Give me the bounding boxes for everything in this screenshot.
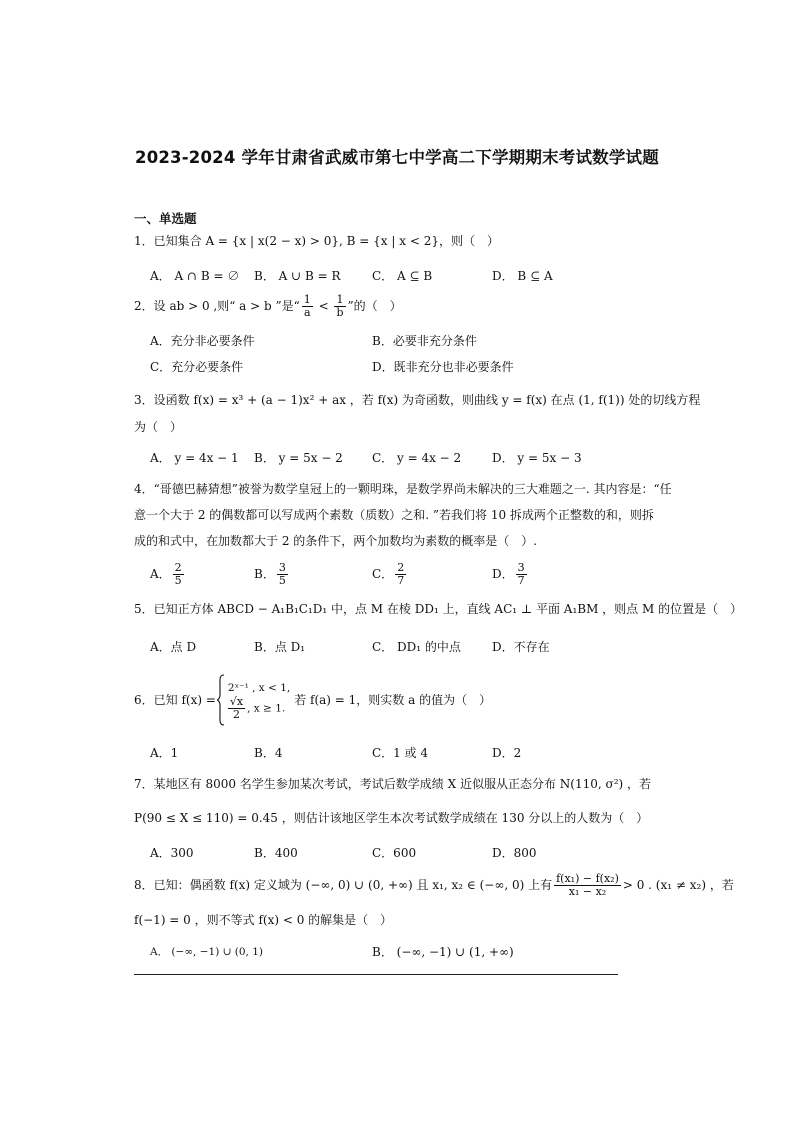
question-3-stem-line1: 3．设函数 f(x) = x³ + (a − 1)x² + ax ，若 f(x) 为奇函数，则曲线 y = f(x) 在点 (1, f(1)) 处的切线方程: [134, 393, 701, 407]
q3-option-d: D． y = 5x − 3: [492, 451, 582, 465]
q6-case-1: 2ˣ⁻¹ , x < 1,: [227, 681, 291, 694]
q2-option-c: C．充分必要条件: [150, 360, 244, 374]
question-2-stem: [134, 294, 402, 319]
q6-option-c: C．1 或 4: [372, 746, 429, 760]
q8-line1-start: 8．已知：偶函数 f(x) 定义域为 (−∞, 0) ∪ (0, +∞) 且 x₁, x₂ ∈ (−∞, 0) 上有: [134, 878, 553, 892]
q2-option-b: B．必要非充分条件: [372, 334, 477, 348]
q1-option-a: A． A ∩ B = ∅: [150, 269, 240, 283]
q5-option-d: D．不存在: [492, 640, 550, 654]
question-4-line1: 4．“哥德巴赫猜想”被誉为数学皇冠上的一颗明珠，是数学界尚未解决的三大难题之一. 其内容是：“任: [134, 482, 672, 496]
question-7-line2: P(90 ≤ X ≤ 110) = 0.45 ，则估计该地区学生本次考试数学成绩在 130 分以上的人数为（ ）: [134, 811, 649, 825]
q1-option-d: D． B ⊆ A: [492, 269, 553, 283]
question-7-line1: 7．某地区有 8000 名学生参加某次考试，考试后数学成绩 X 近似服从正态分布 N(110, σ²) ，若: [134, 777, 652, 791]
question-8-line1: [134, 870, 734, 900]
footer-rule: [134, 974, 618, 975]
question-1-stem: 1．已知集合 A = {x | x(2 − x) > 0}, B = {x | x < 2}，则（ ）: [134, 234, 499, 248]
q2-fraction-1-over-a: $\frac{1}{a}$: [303, 293, 311, 319]
q8-difference-quotient: $\frac{\text{f(x₁) − f(x₂)}}{\text{x₁ − x₂}}$: [556, 871, 619, 898]
q7-option-c: C．600: [372, 846, 417, 860]
question-8-line2: f(−1) = 0 ，则不等式 f(x) < 0 的解集是（ ）: [134, 913, 393, 927]
q6-cases: [228, 680, 290, 721]
q4-option-a: A． $\frac{2}{5}$: [150, 561, 182, 587]
q4-option-d: D． $\frac{3}{7}$: [492, 561, 525, 587]
q8-option-a: A． (−∞, −1) ∪ (0, 1): [150, 946, 264, 958]
q8-line1-end: > 0 . (x₁ ≠ x₂) ，若: [622, 878, 734, 892]
q5-option-a: A．点 D: [150, 640, 197, 654]
q7-option-d: D．800: [492, 846, 537, 860]
q2-stem-start: 2．设 ab > 0 ,则“ a > b ”是“: [134, 299, 300, 313]
q7-option-b: B．400: [254, 846, 298, 860]
q2-option-d: D．既非充分也非必要条件: [372, 360, 514, 374]
q3-option-c: C． y = 4x − 2: [372, 451, 462, 465]
q2-stem-end: ”的（ ）: [347, 299, 402, 313]
left-brace-icon: [216, 674, 225, 726]
q6-tail: 若 f(a) = 1，则实数 a 的值为（ ）: [294, 693, 492, 707]
q1-option-b: B． A ∪ B = R: [254, 269, 341, 283]
question-4-line3: 成的和式中，在加数都大于 2 的条件下，两个加数均为素数的概率是（ ）.: [134, 534, 538, 548]
q6-lead: 6．已知 f(x) =: [134, 693, 216, 707]
page-title: 2023-2024 学年甘肃省武威市第七中学高二下学期期末考试数学试题: [135, 148, 659, 167]
q2-less-than: <: [314, 299, 333, 313]
q5-option-c: C． DD₁ 的中点: [372, 640, 461, 654]
question-3-stem-line2: 为（ ）: [134, 420, 183, 434]
q6-option-d: D．2: [492, 746, 522, 760]
q2-fraction-1-over-b: $\frac{1}{b}$: [336, 293, 344, 319]
q7-option-a: A．300: [150, 846, 194, 860]
q5-option-b: B．点 D₁: [254, 640, 306, 654]
q1-option-c: C． A ⊆ B: [372, 269, 433, 283]
q6-option-b: B．4: [254, 746, 283, 760]
q6-option-a: A．1: [150, 746, 179, 760]
q3-option-a: A． y = 4x − 1: [150, 451, 239, 465]
question-6-stem: [134, 672, 491, 728]
q4-option-c: C． $\frac{2}{7}$: [372, 561, 405, 587]
section-heading: 一、单选题: [134, 211, 197, 226]
q6-case-2: $\frac{√x}{2}$ , x ≥ 1.: [229, 694, 286, 721]
question-5-stem: 5．已知正方体 ABCD − A₁B₁C₁D₁ 中，点 M 在棱 DD₁ 上，直线 AC₁ ⊥ 平面 A₁BM ，则点 M 的位置是（ ）: [134, 602, 743, 616]
q8-option-b: B． (−∞, −1) ∪ (1, +∞): [372, 945, 514, 959]
q2-option-a: A．充分非必要条件: [150, 334, 255, 348]
q3-option-b: B． y = 5x − 2: [254, 451, 343, 465]
q4-option-b: B． $\frac{3}{5}$: [254, 561, 286, 587]
question-4-line2: 意一个大于 2 的偶数都可以写成两个素数（质数）之和. ”若我们将 10 拆成两个正整数的和，则拆: [134, 508, 654, 522]
